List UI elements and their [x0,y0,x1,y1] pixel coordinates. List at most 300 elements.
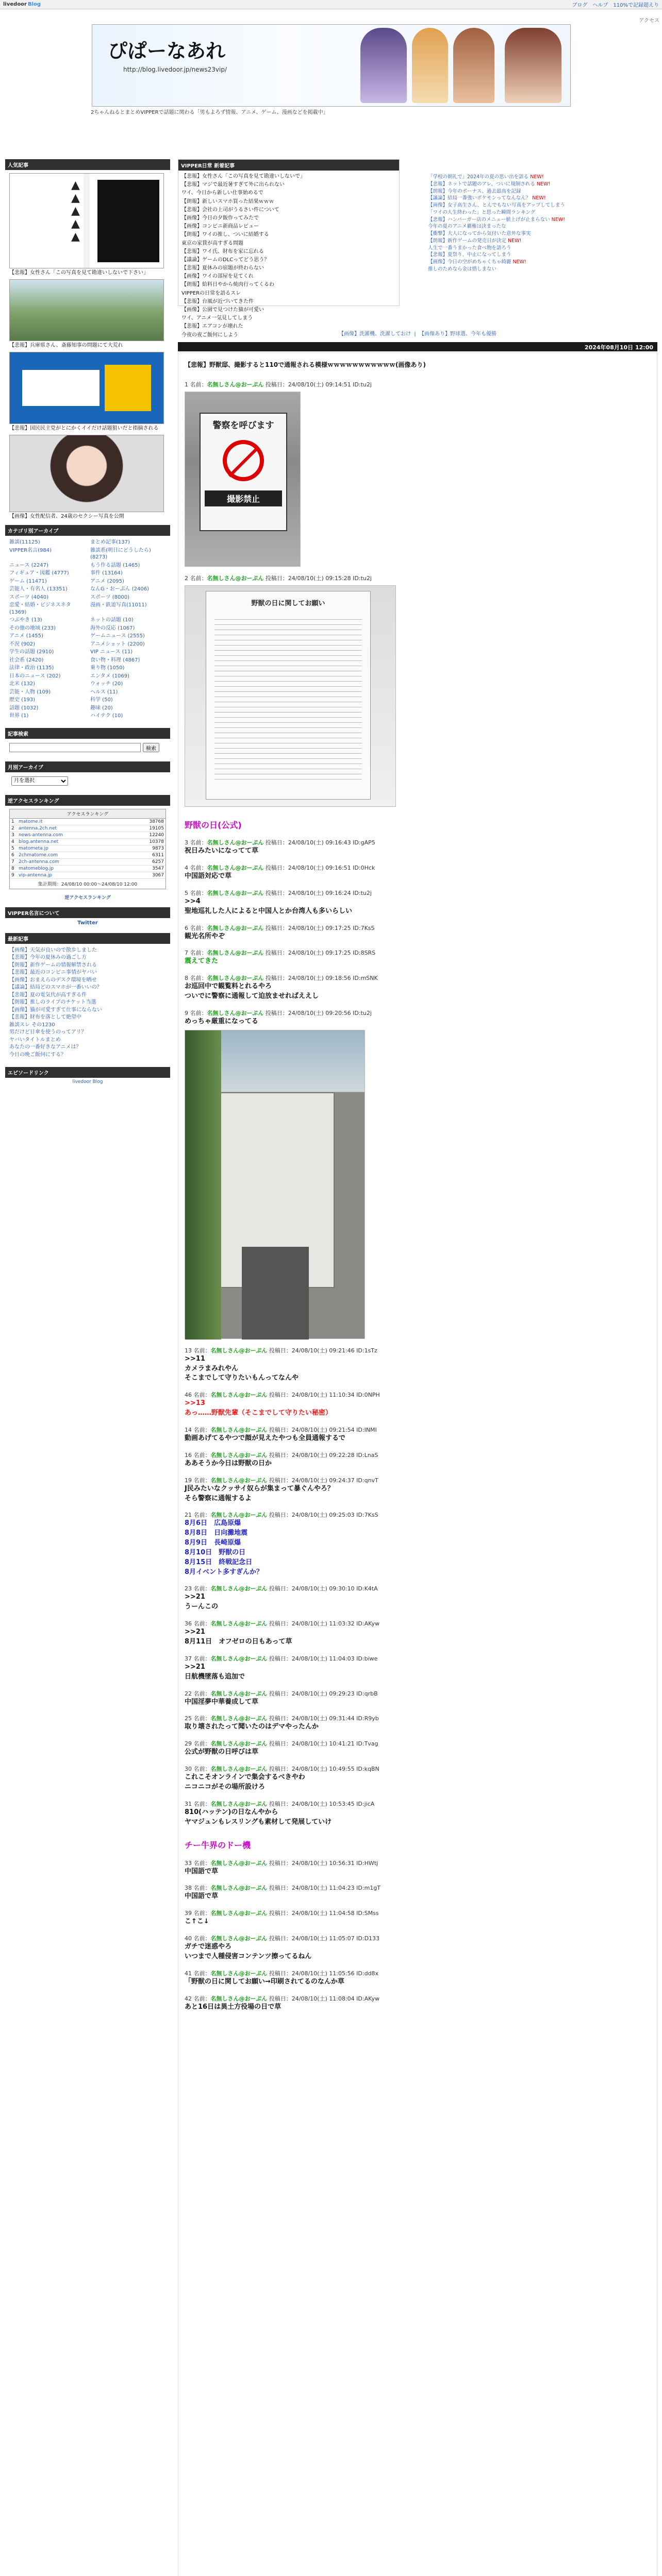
new-article-link[interactable]: 【議論】ゲームのDLCってどう思う？ [181,257,270,263]
response-body: 8月8日 日向灘地震 [185,1529,248,1537]
episode-heading: エピソードリンク [5,1067,170,1078]
response-body: 日航機墜落も追加で [185,1672,245,1681]
response-name: 名無しさん@おーぷん [210,1392,268,1399]
response-number: 3 名前： [185,839,207,846]
related-link[interactable] [428,238,639,245]
thumb-art [97,180,159,262]
response-meta: 投稿日：24/08/10(土) 11:05:07 ID:D133 [267,1935,380,1942]
response [185,924,657,942]
response-body: J民みたいなクッサイ奴らが集まって暴ぐんやろ？ [185,1484,334,1493]
response [185,1884,657,1902]
response-number: 22 名前： [185,1690,211,1697]
category-link[interactable]: 北米 (132) [9,681,36,687]
popular-post[interactable] [9,279,164,349]
recent-link[interactable]: 【画像】猫が可愛すぎて仕事にならない [9,1007,102,1013]
response-number: 8 名前： [185,975,207,982]
rank-row[interactable] [10,845,166,852]
response-body: ついでに警察に通報して迫放ませればええし [185,992,319,1001]
response-header [185,574,657,582]
category-link[interactable]: ヘルス (11) [90,689,118,695]
response-name: 名無しさん@おーぷん [207,1009,264,1016]
response-meta: 投稿日：24/08/10(土) 09:14:51 ID:tu2j [263,381,372,388]
new-badge: NEW! [528,174,544,180]
rank-link[interactable]: 逆アクセスランキング [64,895,111,901]
response-number: 14 名前： [185,1427,211,1433]
new-article-link[interactable]: 【悲報】夏休みの宿題が終わらない [181,265,264,272]
response-name: 名無しさん@おーぷん [207,381,264,388]
new-article-link[interactable]: 【悲報】会社の上司がうるさい件について [181,207,279,213]
response [185,1714,657,1732]
response-name: 名無しさん@おーぷん [210,1427,268,1433]
rank-table [9,809,166,889]
freebar-link[interactable]: 110%で記録超えり [613,3,659,8]
category-link[interactable]: その他の地域 (233) [9,625,56,631]
episode-link[interactable]: livedoor Blog [72,1079,103,1084]
new-article-link[interactable]: 【悲報】女性さん「この写真を見て勘違いしないで」 [181,174,305,179]
response-header [185,1765,657,1773]
related-link[interactable] [428,230,639,238]
response-header [185,924,657,932]
response-header [185,1800,657,1808]
response [185,838,657,856]
related-link[interactable] [428,209,639,216]
freebar-blog[interactable]: Blog [28,2,41,7]
article-title[interactable]: 【悲報】野獣邸、撮影すると110で通報される模様ｗｗｗｗｗｗｗｗｗｗｗ(画像あり) [185,361,426,368]
response-meta: 投稿日：24/08/10(土) 09:21:46 ID:1sTz [267,1347,377,1354]
response-number: 30 名前： [185,1766,211,1773]
response-header [185,1859,657,1867]
category-link[interactable]: VIP ニュース (11) [90,649,133,655]
new-article-link[interactable]: 【悲報】台風が近づいてきた件 [181,298,254,304]
response-number: 31 名前： [185,1800,211,1807]
tree [185,1030,221,1340]
response-header [185,948,657,957]
new-articles-list [178,171,399,342]
response-meta: 投稿日：24/08/10(土) 10:56:31 ID:HWtj [267,1859,378,1867]
category-link[interactable]: スポーツ (4040) [9,594,49,600]
article [178,352,657,2576]
new-badge: NEW! [550,216,565,223]
category-link[interactable]: アニメ (1455) [9,633,43,639]
related-link[interactable] [428,259,639,266]
rank-count: 12240 [149,832,164,838]
new-article-link[interactable]: ワイ、今日から新しい仕事始めるで [181,190,263,196]
recent-link[interactable]: ヤバいタイトルまとめ [9,1037,61,1043]
response-header [185,1476,657,1484]
response-meta: 投稿日：24/08/10(土) 09:20:56 ID:tu2j [263,1009,372,1016]
response-name: 名無しさん@おーぷん [210,1690,268,1697]
next-link[interactable]: 【画像あり】野球選、今年も優勝 [419,331,497,337]
category-link[interactable]: 芸能人・有名人 (13351) [9,586,68,592]
rank-count: 6257 [152,859,164,865]
category-link[interactable]: 食い物・料理 (4867) [90,657,140,663]
response-header [185,1994,657,2003]
related-link-text: 人生で一番うまかった食べ物を語ろう [428,245,511,251]
rank-count: 3547 [152,866,164,871]
category-link[interactable]: 世界 (1) [9,713,29,719]
thumb-art [105,365,151,411]
response [185,974,657,1002]
recent-link[interactable]: 【画像】天気が良いので散歩しました [9,947,97,953]
response-body: 8月10日 野獣の日 [185,1548,246,1556]
recent-link[interactable]: 【朗報】新作ゲームの情報解禁される [9,962,97,968]
rank-row[interactable] [10,839,166,845]
response [185,948,657,967]
response-header [185,1739,657,1748]
recent-link[interactable]: 【悲報】財布を落として絶望中 [9,1014,81,1020]
response-body: ニコニコがその場所設けろ [185,1783,266,1791]
site-title[interactable]: ぴぱーなあれ [108,39,226,62]
response [185,1511,657,1577]
notice-lines [214,615,362,779]
new-badge: NEW! [511,259,526,265]
related-link[interactable] [428,181,639,188]
popular-caption[interactable]: 【悲報】国民民主党がとにかくイイだけ話題狙いだと指摘される [9,426,159,431]
new-article-link[interactable]: 【画像】今日の夕飯作ってみたで [181,215,259,221]
popular-caption[interactable]: 【悲報】兵庫県さん、斎藤知事の問題にて大荒れ [9,343,123,348]
response-body: 8月イベント多すぎんか？ [185,1568,263,1576]
response-name: 名無しさん@おーぷん [210,1620,268,1628]
category-link[interactable]: もう作る話題 (1465) [90,562,140,568]
rank-site: vip-antenna.jp [19,872,53,878]
response-number: 25 名前： [185,1715,211,1722]
category-link[interactable]: 科学 (50) [90,697,113,703]
rank-row[interactable] [10,852,166,859]
related-link[interactable] [428,223,639,230]
recent-link[interactable]: 【朗報】推しのライブのチケット当選 [9,999,96,1005]
response-body: そこまでして守りたいもんってなんや [185,1374,299,1382]
rank-count: 9873 [152,845,164,851]
response-number: 42 名前： [185,1995,211,2002]
response-body: ガチで迷惑やろ [185,1943,232,1951]
category-link[interactable]: 歴史 (193) [9,697,36,703]
related-link[interactable] [428,266,639,273]
response-body: 「野獣の日に関してお願い→印刷されてるのなんか草 [185,1977,344,1986]
new-badge: NEW! [531,195,546,201]
response-image[interactable] [185,392,301,567]
rank-count: 38768 [149,819,164,824]
popular-post[interactable] [9,435,164,520]
response-meta: 投稿日：24/08/10(土) 09:17:25 ID:7KsS [263,924,375,931]
recent-link[interactable]: 【悲報】夏の電気代が高すぎる件 [9,992,87,998]
response-body: うーんこの [185,1603,219,1611]
response-header [185,1346,657,1354]
freebar-logo[interactable]: livedoor [3,2,27,7]
response-name: 名無しさん@おーぷん [207,865,264,872]
month-heading: 月別アーカイブ [5,761,170,772]
category-link[interactable]: 事件 (13164) [90,570,123,576]
category-link[interactable]: ゲームニュース (2555) [90,633,145,639]
related-link-text: 今年の夏のアニメ覇権は決まったな [428,224,506,230]
response-header [185,1584,657,1592]
response-number: 40 名前： [185,1935,211,1942]
response-body: >>13 [185,1399,205,1408]
popular-post[interactable] [9,352,164,432]
left-sidebar [5,159,170,1086]
category-link[interactable]: アニメ (2095) [90,578,124,584]
new-article-link[interactable]: 【朗報】新しいスマホ買った結果ｗｗｗ [181,198,274,205]
related-link[interactable] [428,188,639,195]
response-name: 名無しさん@おーぷん [210,1451,268,1459]
new-article-link[interactable]: 【悲報】エアコンが壊れた [181,324,243,330]
response [185,1619,657,1647]
recent-link[interactable]: 雑談スレ その1230 [9,1022,55,1028]
response [185,819,657,831]
response-name: 名無しさん@おーぷん [210,1800,268,1807]
response-name: 名無しさん@おーぷん [210,1995,268,2002]
search-button[interactable]: 検索 [143,743,159,752]
response-name: 名無しさん@おーぷん [207,924,264,931]
response-header [185,1619,657,1628]
category-link[interactable]: まとめ記事(137) [90,539,130,545]
response-body: 野獣の日(公式) [185,820,242,830]
search-box [5,739,170,756]
response [185,1426,657,1444]
response-meta: 投稿日：24/08/10(土) 09:17:25 ID:8SRS [263,950,376,957]
recent-link[interactable]: あなたの一番好きなアニメは？ [9,1044,81,1050]
response-name: 名無しさん@おーぷん [210,1740,268,1748]
popular-thumb[interactable] [9,173,164,268]
rank-row[interactable] [10,825,166,832]
notice-paper [206,591,371,800]
popular-caption[interactable]: 【画像】女性配信者、24歳のセクシー写真を公開 [9,514,124,519]
twitter-link[interactable]: Twitter [77,920,98,926]
response-header [185,838,657,846]
rank-site: matomeblog.jp [19,866,54,871]
response-body: こ↑こ↓ [185,1918,209,1926]
category-link[interactable]: 社会系 (2420) [9,657,44,663]
search-heading: 記事検索 [5,728,170,739]
new-article-link[interactable]: 【画像】ワイの部屋を見てくれ [181,274,254,280]
response-number: 19 名前： [185,1477,211,1484]
response-meta: 投稿日：24/08/10(土) 09:22:28 ID:LnaS [267,1451,378,1459]
new-article-link[interactable]: 【画像】公園で見つけた猫が可愛い [181,307,264,313]
popular-thumb[interactable] [9,352,164,424]
response [185,1391,657,1418]
category-link[interactable]: 雑談系(明日にどうしたら)(8273) [90,547,151,560]
rank-number: 9 [11,872,14,878]
response-header [185,974,657,982]
response-body: >>21 [185,1593,205,1601]
response-meta: 投稿日：24/08/10(土) 11:04:23 ID:m1gT [267,1885,380,1892]
popular-thumb[interactable] [9,435,164,512]
response-number: 23 名前： [185,1585,211,1592]
response-meta: 投稿日：24/08/10(土) 09:18:56 ID:mSNK [263,975,378,982]
header-banner[interactable] [92,24,571,107]
category-link[interactable]: 不況 (902) [9,641,36,647]
response-number: 29 名前： [185,1740,211,1748]
search-input[interactable] [9,743,141,752]
category-list [5,536,170,723]
response-body: 聖地巡礼した人によると中国人とか台湾人も多いらしい [185,907,353,915]
recent-link[interactable]: 【悲報】今年の夏休みの過ごし方 [9,955,87,960]
response-meta: 投稿日：24/08/10(土) 10:53:45 ID:jicA [267,1800,375,1807]
new-article-link[interactable]: 【悲報】ワイ氏、財布を家に忘れる [181,248,264,255]
month-select[interactable] [11,776,68,786]
new-article-link[interactable]: VIPPERの日常を語るスレ [181,290,241,296]
banner-character [453,28,494,103]
category-link[interactable]: 恋愛・結婚・ビジネスネタ (1369) [9,602,71,615]
response-number: 9 名前： [185,1009,207,1016]
response-image[interactable] [185,585,396,807]
rank-number: 7 [11,859,14,865]
response-body: >>21 [185,1663,205,1671]
related-link-text: 【朗報】新作ゲームの発売日が決定 [428,238,507,244]
recent-link[interactable]: 【画像】おまえらのデスク環境を晒せ [9,977,97,983]
category-link[interactable]: 乗り物 (1050) [90,665,125,671]
freebar-link[interactable]: ヘルプ [592,3,608,8]
date-bar: 2024年08月10日 12:00 [178,342,657,351]
response-header [185,1714,657,1722]
related-link-text: 【朗報】今年のボーナス、過去最高を記録 [428,188,521,194]
category-link[interactable]: 漫画・鉄道写真(11011) [90,602,147,608]
category-link[interactable]: ハイテク (10) [90,713,123,719]
response-name: 名無しさん@おーぷん [207,889,264,896]
response-header [185,1511,657,1519]
prev-link[interactable]: 【画像】洗濯機、洗濯しておけ [338,331,411,337]
response-meta: 投稿日：24/08/10(土) 09:16:24 ID:tu2j [263,889,372,896]
response-body: 810(ハッテン)の日なんやから [185,1808,278,1816]
rank-row[interactable] [10,866,166,872]
category-link[interactable]: 学生の話題 (2910) [9,649,54,655]
category-link[interactable]: 法律・政治 (1135) [9,665,54,671]
related-link[interactable] [428,251,639,259]
site-description: 2ちゃんねるとまとめVIPPERで話題に関わる「男もよろず情報、アニメ、ゲーム、漫画などを掲載中」 [91,110,328,115]
category-link[interactable]: 雑談(11125) [9,539,40,545]
category-link[interactable]: 話題 (1032) [9,705,39,711]
related-link[interactable] [428,216,639,224]
recent-link[interactable]: 【議論】結局どのスマホが一番いいの？ [9,985,102,990]
response [185,1476,657,1504]
response-number: 5 名前： [185,889,207,896]
response [185,1451,657,1469]
new-article-link[interactable]: ワイ、アニメ一気見してしまう [181,315,253,321]
recent-link[interactable]: 【悲報】最近のコンビニ事情がヤバい [9,970,97,975]
response-header [185,1969,657,1977]
response-name: 名無しさん@おーぷん [210,1885,268,1892]
rank-row[interactable] [10,819,166,825]
rank-note: 集計期間：24/08/10 00:00〜24/08/10 12:00 [38,882,138,887]
related-links [428,174,639,302]
response-body: 8月9日 長崎原爆 [185,1539,241,1547]
related-link[interactable] [428,195,639,202]
related-link-text: 【悲報】ハンバーガー店のメニュー値上げが止まらない [428,216,550,223]
new-article-link[interactable]: 東京の家賃が高すぎる問題 [181,240,243,246]
response-header [185,1909,657,1917]
new-article-link[interactable]: 【悲報】マジで最近暑すぎて外に出られない [181,182,285,188]
category-link[interactable]: エンタメ (1069) [90,673,130,679]
response-number: 21 名前： [185,1512,211,1519]
new-badge: NEW! [506,238,522,244]
response-body: 8月6日 広島原爆 [185,1519,241,1528]
category-link[interactable]: フィギュア・図鑑 (4777) [9,570,69,576]
recent-list [5,944,170,1062]
recent-link[interactable]: 男だけど日傘を使うのってアリ？ [9,1029,87,1035]
response-body: 動画あげてるやつで顔が見えたやつも全員通報するで [185,1434,345,1442]
response-body: 震えてきた [185,957,219,965]
response-meta: 投稿日：24/08/10(土) 11:03:32 ID:AKyw [267,1620,380,1628]
related-link[interactable] [428,174,639,181]
freebar-link[interactable]: ブログ [572,3,588,8]
new-article-link[interactable]: 今夜の夜ご飯何にしよう [181,332,238,338]
response [185,1654,657,1682]
site-url: http://blog.livedoor.jp/news23vip/ [123,66,227,73]
response-header [185,1009,657,1017]
category-link[interactable]: スポーツ (8000) [90,594,130,600]
header [88,20,575,115]
response-image[interactable] [185,1030,365,1339]
response-header [185,1391,657,1399]
rank-site: matome.it [19,819,43,824]
response-number: 16 名前： [185,1451,211,1459]
category-link[interactable]: ネットの話題 (10) [90,617,134,623]
category-link[interactable]: ニュース (2247) [9,562,48,568]
rank-site: blog.antenna.net [19,839,59,844]
rank-site: 2chmatome.com [19,852,58,858]
response-header [185,380,657,388]
response-body: めっちゃ厳重になってる [185,1017,258,1025]
response-meta: 投稿日：24/08/10(土) 09:16:51 ID:0Hck [263,865,375,872]
category-link[interactable]: アニメショット (2200) [90,641,145,647]
response [185,1689,657,1707]
response-name: 名無しさん@おーぷん [210,1347,268,1354]
popular-thumb[interactable] [9,279,164,341]
popular-post[interactable] [9,173,164,276]
rank-row[interactable] [10,832,166,839]
rank-site: matometa.jp [19,845,48,851]
category-heading: カテゴリ別アーカイブ [5,525,170,536]
category-link[interactable]: 海外の反応 (1067) [90,625,135,631]
new-article-link[interactable]: 【朗報】ワイの推し、ついに結婚する [181,232,269,238]
new-badge: NEW! [535,181,551,187]
banner-character [412,28,448,103]
category-link[interactable]: 日本のニュース (202) [9,673,61,679]
response [185,1346,657,1384]
related-link[interactable] [428,245,639,252]
category-link[interactable]: 芸能・人物 (109) [9,689,51,695]
recent-heading: 最新記事 [5,933,170,944]
category-link[interactable]: つぶやき (13) [9,617,42,623]
related-link-text: 【悲報】ネットで話題のアレ、ついに規制される [428,181,535,187]
rank-title: アクセスランキング [10,809,166,819]
rank-row[interactable] [10,872,166,879]
response-number: 41 名前： [185,1970,211,1977]
response [185,863,657,882]
related-link-text: 「ワイの人生終わった」と思った瞬間ランキング [428,209,536,215]
response-name: 名無しさん@おーぷん [207,575,264,582]
response-body: お巡回中で観覧料とれるやろ [185,982,272,991]
new-article-link[interactable]: 【朗報】給料日やから焼肉行ってくるわ [181,282,274,288]
related-link-text: 【画像】今日の空がめちゃくちゃ綺麗 [428,259,511,265]
category-link[interactable]: ウォッチ (20) [90,681,123,687]
rank-rows [10,819,166,879]
response-body: これこそオンラインで集会するべきやわ [185,1773,305,1782]
response-body: そら警察に通報するよ [185,1494,252,1502]
recent-link[interactable]: 今日の晩ご飯何にする？ [9,1052,66,1058]
popular-caption[interactable]: 【悲報】女性さん「この写真を見て勘違いしないで下さい」 [9,270,148,276]
category-link[interactable]: VIPPER名言(984) [9,547,52,553]
related-link[interactable] [428,202,639,209]
category-link[interactable]: 趣味 (20) [90,705,113,711]
new-article-link[interactable]: 【画像】コンビニ新商品レビュー [181,224,259,230]
response-header [185,1426,657,1434]
category-link[interactable]: なんG・おーぷん (2406) [90,586,149,592]
response [185,1994,657,2012]
rank-row[interactable] [10,859,166,866]
response-body: あっ……野獣先輩（そこまでして守りたい秘密） [185,1409,332,1417]
response [185,380,657,567]
category-link[interactable]: ゲーム (11471) [9,578,47,584]
